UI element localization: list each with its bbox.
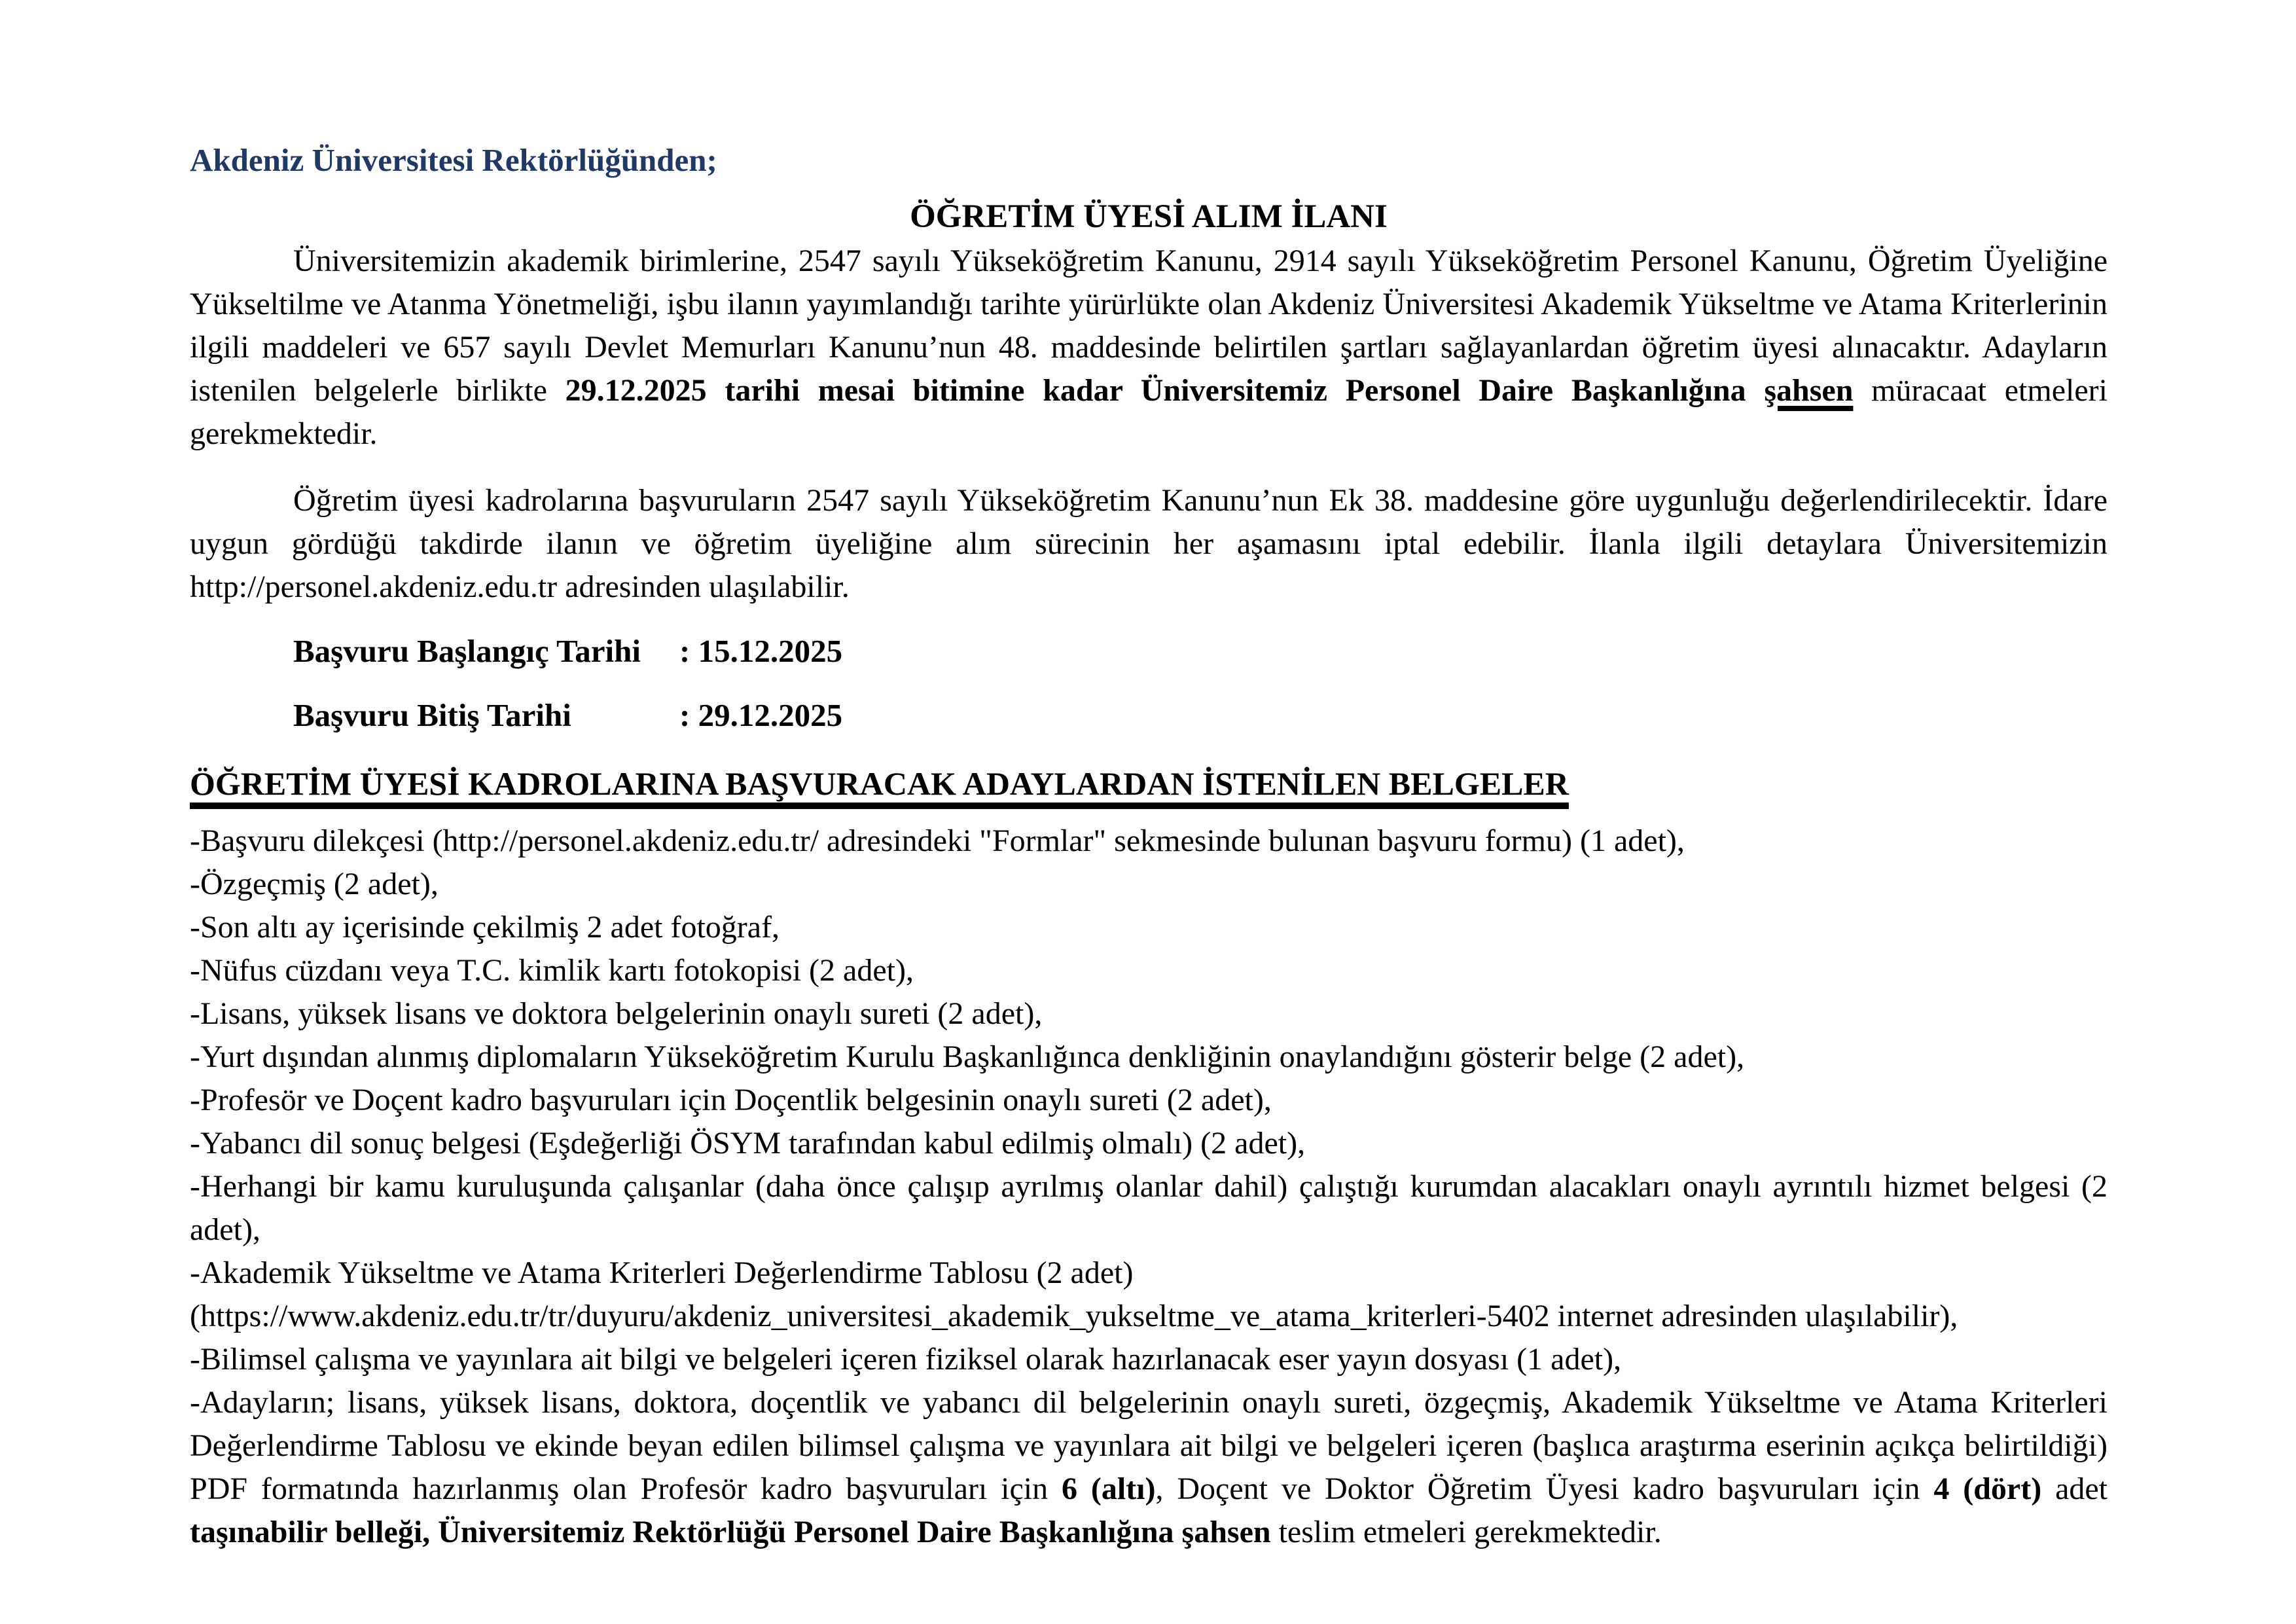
announcement-title: ÖĞRETİM ÜYESİ ALIM İLANI (910, 198, 1388, 235)
text-segment: -Adayların; lisans, yüksek lisans, doktora, doçentlik ve yabancı dil belgelerinin onaylı sureti, özgeçmiş, Akademik Yükseltme ve Atama Kriterleri Değerlendirme Tablosu ve ekinde beyan edilen bilimsel çalışma ve yayınlara ait bilgi ve belgeleri içeren (başlıca araştırma eserinin açıkça belirtildiği) PDF formatında hazırlanmış olan Profesör kadro başvuruları için (190, 1385, 2108, 1506)
required-document-item (190, 1036, 2108, 1079)
date-label: Başvuru Bitiş Tarihi (293, 697, 571, 733)
required-document-item (190, 863, 2108, 906)
text-segment: -Profesör ve Doçent kadro başvuruları için Doçentlik belgesinin onaylı sureti (2 adet), (190, 1083, 1272, 1117)
application-date-row (293, 694, 2108, 737)
text-segment: , Doçent ve Doktor Öğretim Üyesi kadro başvuruları için (1155, 1471, 1934, 1506)
required-document-item (190, 1252, 2108, 1295)
text-segment: -Bilimsel çalışma ve yayınlara ait bilgi ve belgeleri içeren fiziksel olarak hazırlanacak eser yayın dosyası (1 adet), (190, 1342, 1622, 1377)
intro-paragraph-2 (190, 479, 2108, 609)
text-segment: -Akademik Yükseltme ve Atama Kriterleri Değerlendirme Tablosu (2 adet) (190, 1255, 1134, 1290)
text-segment: -Lisans, yüksek lisans ve doktora belgelerinin onaylı sureti (2 adet), (190, 996, 1043, 1031)
required-documents-heading: ÖĞRETİM ÜYESİ KADROLARINA BAŞVURACAK ADAYLARDAN İSTENİLEN BELGELER (190, 765, 1569, 802)
required-document-item (190, 1338, 2108, 1381)
application-dates (293, 630, 2108, 737)
text-segment: -Herhangi bir kamu kuruluşunda çalışanlar (daha önce çalışıp ayrılmış olanlar dahil) çalıştığı kurumdan alacakları onaylı ayrıntılı hizmet belgesi (2 adet), (190, 1169, 2108, 1247)
text-segment: -Nüfus cüzdanı veya T.C. kimlik kartı fotokopisi (2 adet), (190, 953, 914, 988)
date-label: Başvuru Başlangıç Tarihi (293, 633, 641, 669)
text-segment: 6 (altı) (1062, 1471, 1156, 1506)
text-segment: -Son altı ay içerisinde çekilmiş 2 adet fotoğraf, (190, 910, 780, 945)
required-document-item (190, 1122, 2108, 1165)
issuer-header: Akdeniz Üniversitesi Rektörlüğünden; (190, 142, 717, 178)
required-documents-list (190, 820, 2108, 1554)
text-segment: adet (2041, 1471, 2108, 1506)
required-document-item (190, 906, 2108, 949)
required-document-item (190, 1165, 2108, 1252)
text-segment: şahsen (1764, 373, 1854, 408)
required-document-item (190, 1079, 2108, 1122)
text-segment: Öğretim üyesi kadrolarına başvuruların 2547 sayılı Yükseköğretim Kanunu’nun Ek 38. maddesine göre uygunluğu değerlendirilecektir. İdare uygun gördüğü takdirde ilanın ve öğretim üyeliğine alım sürecinin her aşamasını iptal edebilir. İlanla ilgili detaylara Üniversitemizin http://personel.akdeniz.edu.tr adresinden ulaşılabilir. (190, 483, 2108, 604)
required-document-item (190, 949, 2108, 992)
text-segment: -Yurt dışından alınmış diplomaların Yükseköğretim Kurulu Başkanlığınca denkliğinin onaylandığını gösterir belge (2 adet), (190, 1039, 1745, 1074)
text-segment: -Özgeçmiş (2 adet), (190, 867, 439, 901)
text-segment: teslim etmeleri gerekmektedir. (1270, 1515, 1662, 1549)
text-segment: Üniversitemizin akademik birimlerine, 2547 sayılı Yükseköğretim Kanunu, 2914 sayılı Yükseköğretim Personel Kanunu, Öğretim Üyeliğine Yükseltilme ve Atanma Yönetmeliği, işbu ilanın yayımlandığı tarihte yürürlükte olan Akdeniz Üniversitesi Akademik Yükseltme ve Atama Kriterlerinin ilgili maddeleri ve 657 sayılı Devlet Memurları Kanunu’nun 48. maddesinde belirtilen şartları sağlayanlardan öğretim üyesi alınacaktır. Adayların istenilen belgelerle birlikte (190, 244, 2108, 408)
application-date-row (293, 630, 2108, 673)
text-segment: -Başvuru dilekçesi (http://personel.akdeniz.edu.tr/ adresindeki "Formlar" sekmesinde bulunan başvuru formu) (1 adet), (190, 823, 1685, 858)
date-value: : 29.12.2025 (679, 697, 843, 733)
date-value: : 15.12.2025 (679, 633, 843, 669)
text-segment: -Yabancı dil sonuç belgesi (Eşdeğerliği ÖSYM tarafından kabul edilmiş olmalı) (2 adet), (190, 1126, 1306, 1161)
required-document-item (190, 820, 2108, 863)
intro-paragraph-1 (190, 240, 2108, 456)
text-segment: 4 (dört) (1933, 1471, 2042, 1506)
required-document-item (190, 1295, 2108, 1338)
section-heading-wrap (190, 762, 2108, 805)
text-segment: 29.12.2025 tarihi mesai bitimine kadar Üniversitemiz Personel Daire Başkanlığına (565, 373, 1765, 408)
text-segment: (https://www.akdeniz.edu.tr/tr/duyuru/akdeniz_universitesi_akademik_yukseltme_ve_atama_kriterleri-5402 internet adresinden ulaşılabilir), (190, 1299, 1958, 1333)
text-segment: taşınabilir belleği, Üniversitemiz Rektörlüğü Personel Daire Başkanlığına şahsen (190, 1515, 1271, 1549)
required-document-item (190, 992, 2108, 1036)
required-document-item (190, 1381, 2108, 1554)
text-segment: müracaat etmeleri gerekmektedir. (190, 373, 2108, 451)
